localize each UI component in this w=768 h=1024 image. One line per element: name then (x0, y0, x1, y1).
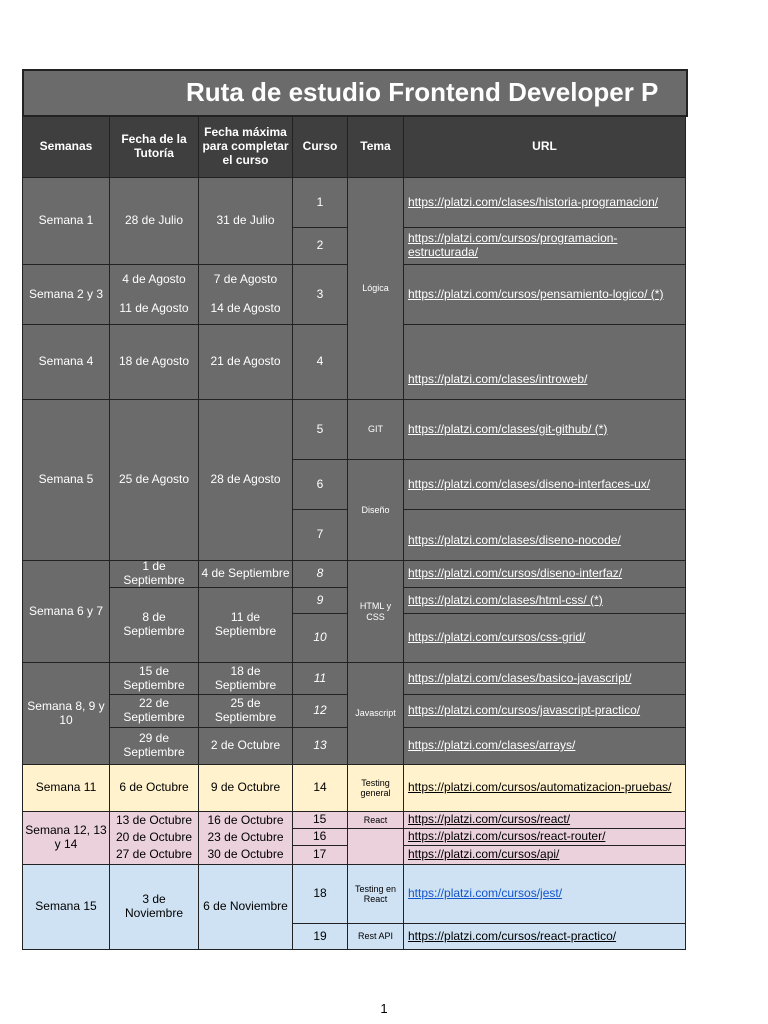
course-url-link[interactable]: https://platzi.com/clases/basico-javascript/ (404, 663, 686, 695)
max-date-cell: 28 de Agosto (199, 400, 293, 561)
tutoria-date: 13 de Octubre (115, 813, 193, 828)
week-cell: Semana 15 (22, 865, 110, 950)
course-number: 1 (293, 178, 348, 228)
course-url-link[interactable]: https://platzi.com/clases/historia-programacion/ (404, 178, 686, 228)
tema-cell: Rest API (348, 924, 404, 950)
header-curso: Curso (293, 117, 348, 178)
course-number: 18 (293, 865, 348, 924)
course-number: 3 (293, 265, 348, 325)
tutoria-date-cell: 22 de Septiembre (110, 695, 199, 728)
tutoria-date-cell: 1 de Septiembre (110, 561, 199, 588)
tutoria-date: 11 de Agosto (119, 300, 189, 315)
tema-cell: Testing en React (348, 865, 404, 924)
max-date-cell: 2 de Octubre (199, 728, 293, 765)
max-date-cell (199, 812, 293, 865)
course-url-link[interactable]: https://platzi.com/clases/diseno-nocode/ (404, 510, 686, 561)
course-url-link[interactable]: https://platzi.com/clases/diseno-interfaces-ux/ (404, 460, 686, 510)
week-cell: Semana 12, 13 y 14 (22, 812, 110, 865)
max-date-cell (199, 265, 293, 325)
course-url-link[interactable]: https://platzi.com/cursos/api/ (404, 846, 686, 865)
course-url-link[interactable]: https://platzi.com/cursos/react-practico/ (404, 924, 686, 950)
week-cell: Semana 1 (22, 178, 110, 265)
tutoria-date-cell (110, 265, 199, 325)
max-date-cell: 25 de Septiembre (199, 695, 293, 728)
course-url-link[interactable]: https://platzi.com/cursos/react-router/ (404, 829, 686, 846)
tema-cell: Diseño (348, 460, 404, 561)
course-number: 11 (293, 663, 348, 695)
course-number: 4 (293, 325, 348, 400)
course-number: 16 (293, 829, 348, 846)
course-number: 17 (293, 846, 348, 865)
course-url-link[interactable]: https://platzi.com/clases/arrays/ (404, 728, 686, 765)
course-url-link[interactable]: https://platzi.com/cursos/javascript-practico/ (404, 695, 686, 728)
header-tema: Tema (348, 117, 404, 178)
max-date-cell: 9 de Octubre (199, 765, 293, 812)
course-url-link[interactable]: https://platzi.com/clases/introweb/ (404, 325, 686, 400)
max-date-cell: 31 de Julio (199, 178, 293, 265)
tema-cell (348, 829, 404, 865)
header-fecha-maxima: Fecha máxima para completar el curso (199, 117, 293, 178)
course-number: 9 (293, 588, 348, 614)
tema-cell: Testing general (348, 765, 404, 812)
course-url-link[interactable]: https://platzi.com/cursos/automatizacion-pruebas/ (404, 765, 686, 812)
tutoria-date: 20 de Octubre (115, 830, 193, 845)
course-number: 8 (293, 561, 348, 588)
max-date-cell: 21 de Agosto (199, 325, 293, 400)
tutoria-date-cell: 8 de Septiembre (110, 588, 199, 663)
week-cell: Semana 11 (22, 765, 110, 812)
max-date: 30 de Octubre (207, 846, 284, 861)
tutoria-date-cell: 15 de Septiembre (110, 663, 199, 695)
max-date-cell: 11 de Septiembre (199, 588, 293, 663)
course-number: 15 (293, 812, 348, 829)
header-fecha-tutoria: Fecha de la Tutoría (110, 117, 199, 178)
tutoria-date-cell: 25 de Agosto (110, 400, 199, 561)
course-url-link[interactable]: https://platzi.com/cursos/jest/ (404, 865, 686, 924)
tutoria-date-cell: 29 de Septiembre (110, 728, 199, 765)
max-date-cell: 4 de Septiembre (199, 561, 293, 588)
tutoria-date-cell: 3 de Noviembre (110, 865, 199, 950)
tutoria-date-cell: 18 de Agosto (110, 325, 199, 400)
max-date-cell: 6 de Noviembre (199, 865, 293, 950)
tema-cell: Lógica (348, 178, 404, 400)
course-number: 19 (293, 924, 348, 950)
tema-cell: Javascript (348, 663, 404, 765)
max-date: 7 de Agosto (213, 272, 278, 287)
max-date: 16 de Octubre (207, 813, 284, 828)
course-number: 14 (293, 765, 348, 812)
week-cell: Semana 5 (22, 400, 110, 561)
course-number: 13 (293, 728, 348, 765)
week-cell: Semana 8, 9 y 10 (22, 663, 110, 765)
course-url-link[interactable]: https://platzi.com/cursos/programacion-estructurada/ (404, 228, 686, 265)
course-url-link[interactable]: https://platzi.com/clases/git-github/ (*) (404, 400, 686, 460)
tema-cell: GIT (348, 400, 404, 460)
course-number: 7 (293, 510, 348, 561)
week-cell: Semana 4 (22, 325, 110, 400)
week-cell: Semana 2 y 3 (22, 265, 110, 325)
course-url-link[interactable]: https://platzi.com/cursos/diseno-interfaz/ (404, 561, 686, 588)
max-date-cell: 18 de Septiembre (199, 663, 293, 695)
course-url-link[interactable]: https://platzi.com/cursos/pensamiento-logico/ (*) (404, 265, 686, 325)
course-url-link[interactable]: https://platzi.com/cursos/css-grid/ (404, 614, 686, 663)
course-url-link[interactable]: https://platzi.com/clases/html-css/ (*) (404, 588, 686, 614)
tutoria-date: 4 de Agosto (122, 272, 186, 287)
header-semanas: Semanas (22, 117, 110, 178)
tutoria-date-cell: 6 de Octubre (110, 765, 199, 812)
tema-cell: HTML y CSS (348, 561, 404, 663)
page-title: Ruta de estudio Frontend Developer P (22, 69, 688, 117)
course-number: 12 (293, 695, 348, 728)
course-number: 2 (293, 228, 348, 265)
max-date: 23 de Octubre (207, 830, 284, 845)
course-url-link[interactable]: https://platzi.com/cursos/react/ (404, 812, 686, 829)
course-number: 10 (293, 614, 348, 663)
week-cell: Semana 6 y 7 (22, 561, 110, 663)
tema-cell: React (348, 812, 404, 829)
tutoria-date-cell: 28 de Julio (110, 178, 199, 265)
course-number: 6 (293, 460, 348, 510)
header-url: URL (404, 117, 686, 178)
tutoria-date: 27 de Octubre (115, 846, 193, 861)
page-number: 1 (380, 1001, 388, 1016)
max-date: 14 de Agosto (210, 300, 281, 315)
course-number: 5 (293, 400, 348, 460)
tutoria-date-cell (110, 812, 199, 865)
